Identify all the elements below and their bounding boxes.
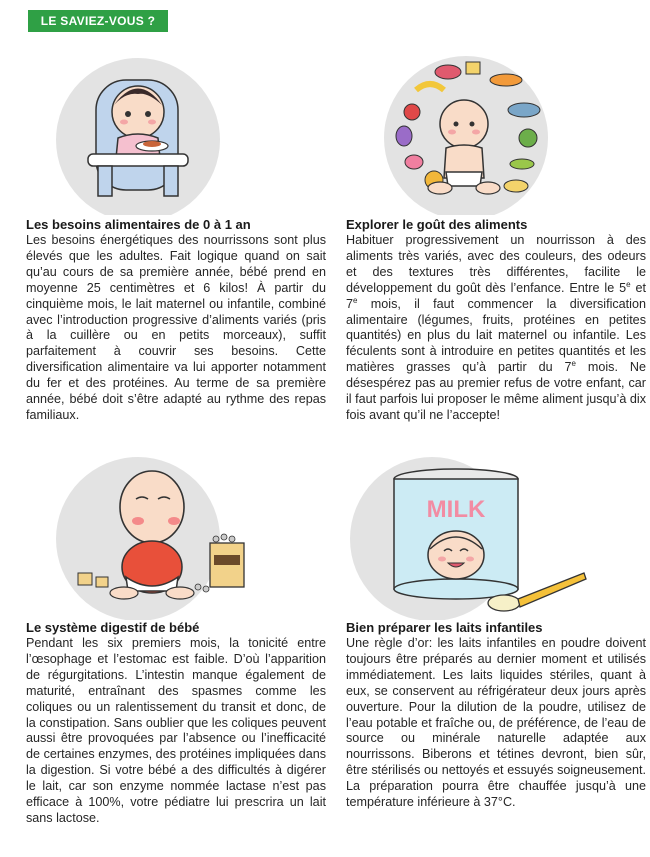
card-body: Les besoins énergétiques des nourrissons sont plus élevés que les adultes. Fait logique quand on sait qu’au cours de sa première année, bébé prend en moyenne 25 centimètres et 6 kilos! À partir du cinquième mois, le lait maternel ou infantile, combiné avec l’introduction progressive d’aliments variés (pris à la cuillère ou en petits morceaux), suffit parfaitement à couvrir ses besoins. Cette diversification alimentaire va lui apporter notamment du fer et des protéines. Au terme de sa première année, bébé doit s’être adapté au rythme des repas familiaux. (26, 233, 326, 422)
card-body: Pendant les six premiers mois, la tonicité entre l’œsophage et l’estomac est faible. D’où l’apparition de régurgitations. L’intestin manque également de maturité, entraînant des spasmes comme les coliques ou un ralentissement du transit et donc, de la constipation. Sans oublier que les coliques peuvent aussi être provoquées par l’absence ou l’inefficacité de certaines enzymes, des protéines impliquées dans la digestion. Si votre bébé a des difficultés à digérer le lait, car son enzyme nommée lactase n’est pas efficace à 100%, votre pédiatre lui prescrira un lait sans lactose. (26, 636, 326, 825)
card-body: Habituer progressivement un nourrisson à des aliments très variés, avec des couleurs, des odeurs et des textures très différentes, facilite le développement du goût dès l’enfance. Entre le 5e et 7e mois, il faut commencer la diversification alimentaire (légumes, fruits, protéines en petites quantités) en plus du lait maternel ou infantile. Les féculents sont à introduire en petites quantités et les matières grasses qu’à partir du 7e mois. Ne désespérez pas au premier refus de votre enfant, car il faut parfois lui proposer le même aliment jusqu’à dix fois avant qu’il ne l’accepte! (346, 233, 646, 422)
card-body: Une règle d’or: les laits infantiles en poudre doivent toujours être préparés au dernier moment et utilisés immédiatement. Les laits liquides stériles, quant à eux, se conservent au réfrigérateur deux jours après ouverture. Pour la dilution de la poudre, utilisez de l’eau potable et fraîche ou, de préférence, de l’eau de source ou minérale naturelle adaptée aux nourrissons. Biberons et tétines devront, bien sûr, être stérilisés ou nettoyés et essuyés soigneusement. La préparation pourra être chauffée jusqu’à une température inférieure à 37°C. (346, 636, 646, 810)
baby-with-foods-illustration (346, 50, 646, 215)
card-title: Bien préparer les laits infantiles (346, 620, 543, 635)
baby-digestion-illustration (26, 455, 326, 620)
saviez-vous-badge: LE SAVIEZ-VOUS ? (28, 10, 168, 32)
card-title: Les besoins alimentaires de 0 à 1 an (26, 217, 251, 232)
baby-high-chair-illustration (26, 50, 326, 215)
card-title: Explorer le goût des aliments (346, 217, 528, 232)
can-label: MILK (426, 496, 486, 523)
card-title: Le système digestif de bébé (26, 620, 200, 635)
milk-formula-can-illustration (346, 455, 646, 620)
